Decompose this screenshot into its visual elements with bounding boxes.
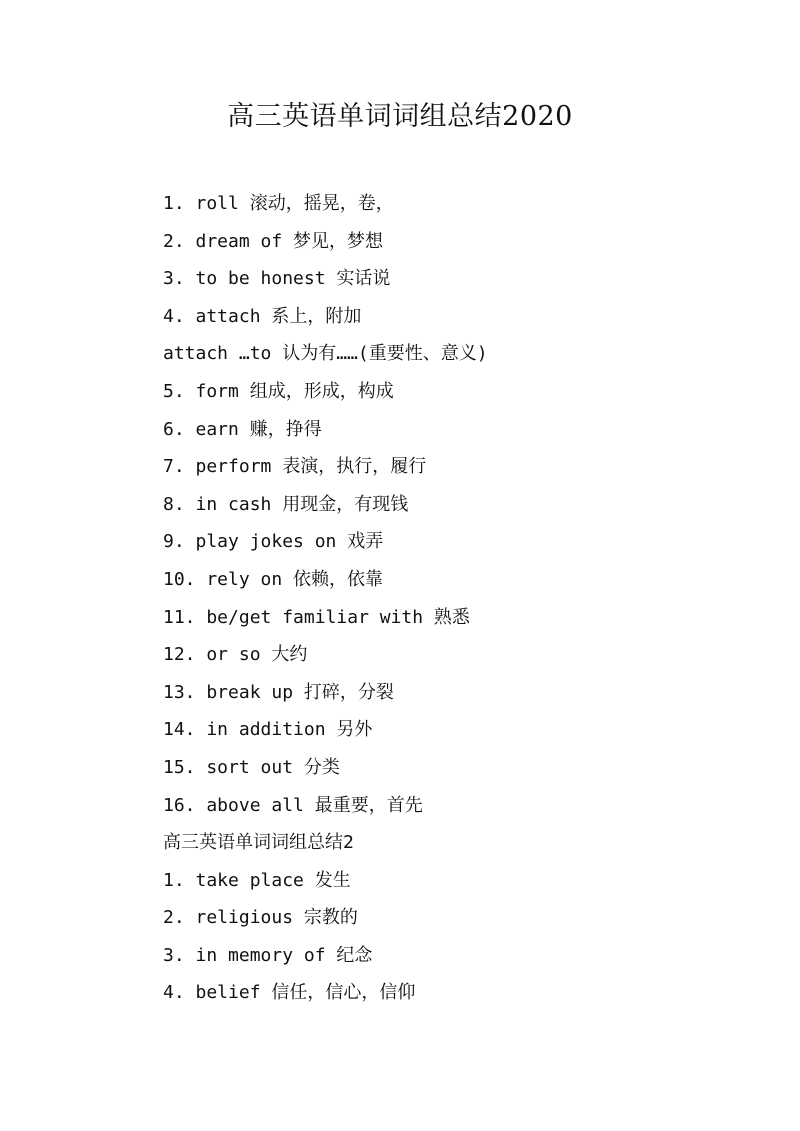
list-item: 10. rely on 依赖，依靠	[163, 568, 384, 590]
list-item: 4. attach 系上，附加	[163, 305, 362, 327]
list-item: attach …to 认为有……(重要性、意义)	[163, 343, 488, 365]
list-item: 2. dream of 梦见，梦想	[163, 230, 384, 252]
list-item: 15. sort out 分类	[163, 756, 340, 778]
list-item: 12. or so 大约	[163, 644, 308, 666]
list-item: 14. in addition 另外	[163, 719, 373, 741]
list-item: 5. form 组成，形成，构成	[163, 380, 394, 402]
list-item: 16. above all 最重要，首先	[163, 794, 423, 816]
list-item: 1. take place 发生	[163, 869, 351, 891]
list-item: 4. belief 信任，信心，信仰	[163, 982, 416, 1004]
list-item: 7. perform 表演，执行，履行	[163, 456, 427, 478]
vocabulary-list	[163, 185, 723, 1012]
list-item: 3. in memory of 纪念	[163, 944, 373, 966]
list-item: 1. roll 滚动，摇晃，卷，	[163, 193, 394, 214]
list-item: 11. be/get familiar with 熟悉	[163, 606, 470, 628]
list-item: 8. in cash 用现金，有现钱	[163, 493, 409, 515]
list-item: 9. play jokes on 戏弄	[163, 531, 384, 553]
list-item: 2. religious 宗教的	[163, 907, 358, 929]
list-item: 3. to be honest 实话说	[163, 268, 391, 290]
list-item: 6. earn 赚，挣得	[163, 418, 322, 440]
page-title: 高三英语单词词组总结2020	[227, 101, 573, 132]
list-item: 13. break up 打碎，分裂	[163, 681, 394, 703]
section-heading: 高三英语单词词组总结2	[163, 832, 354, 854]
